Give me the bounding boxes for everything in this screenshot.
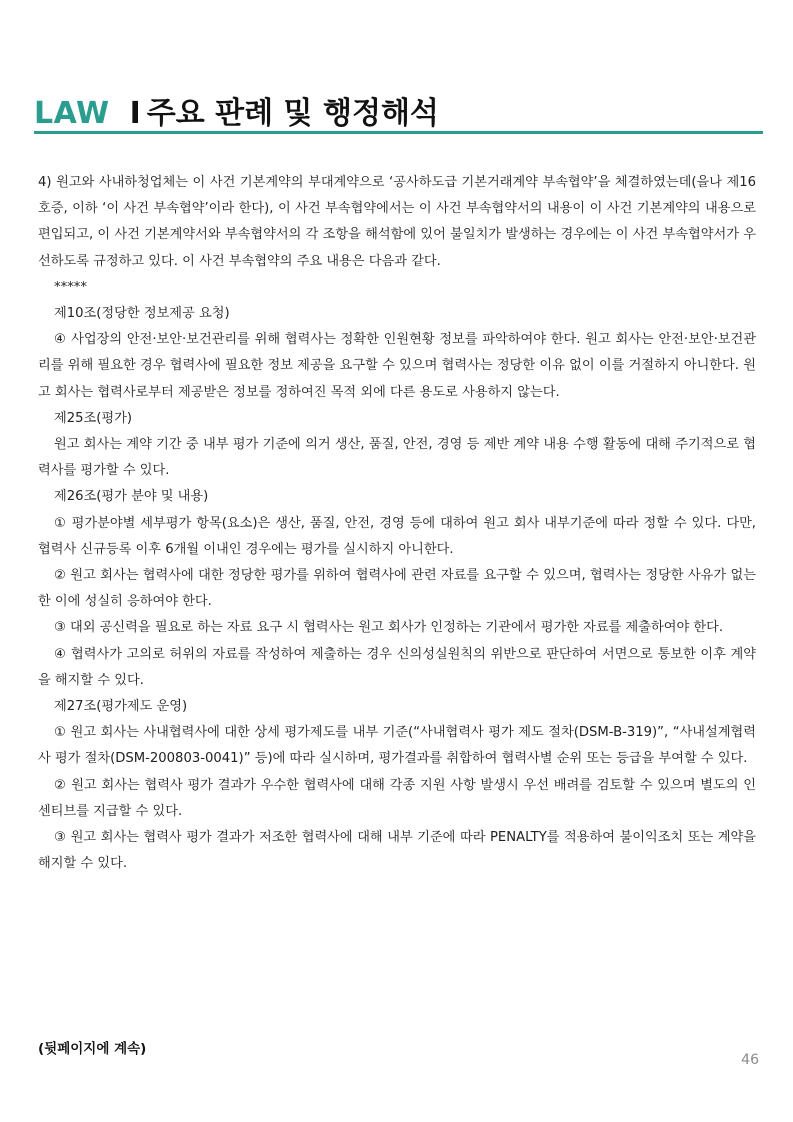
article-26-paragraph-2: ② 원고 회사는 협력사에 대한 정당한 평가를 위하여 협력사에 관련 자료를 요구할 수 있으며, 협력사는 정당한 사유가 없는 한 이에 성실히 응하여야 한다. xyxy=(38,568,756,610)
page-number: 46 xyxy=(741,1052,759,1068)
article-26-paragraph-3: ③ 대외 공신력을 필요로 하는 자료 요구 시 협력사는 원고 회사가 인정하는 기관에서 평가한 자료를 제출하여야 한다. xyxy=(54,620,724,636)
article-27-paragraph-1: ① 원고 회사는 사내협력사에 대한 상세 평가제도를 내부 기준(“사내협력사 평가 제도 절차(DSM-B-319)”, “사내설계협력사 평가 절차(DSM-200803-0041)” 등)에 따라 실시하며, 평가결과를 취합하여 협력사별 순위 또는 등급을 부여할 수 있다. xyxy=(38,725,756,767)
continued-note: (뒷페이지에 계속) xyxy=(38,1041,147,1057)
article-27-paragraph-2: ② 원고 회사는 협력사 평가 결과가 우수한 협력사에 대해 각종 지원 사항 발생시 우선 배려를 검토할 수 있으며 별도의 인센티브를 지급할 수 있다. xyxy=(38,777,756,819)
article-25-title: 제25조(평가) xyxy=(54,410,133,426)
article-27-title: 제27조(평가제도 운영) xyxy=(54,699,188,715)
header-rule xyxy=(34,131,763,134)
page-title: 주요 판례 및 행정해석 xyxy=(146,96,439,131)
article-25-text: 원고 회사는 계약 기간 중 내부 평가 기준에 의거 생산, 품질, 안전, 경영 등 제반 계약 내용 수행 활동에 대해 주기적으로 협력사를 평가할 수 있다. xyxy=(38,437,756,479)
section-brand: LAW xyxy=(34,96,110,131)
title-separator: I xyxy=(129,96,141,131)
page-header xyxy=(34,88,762,131)
article-26-paragraph-4: ④ 협력사가 고의로 허위의 자료를 작성하여 제출하는 경우 신의성실원칙의 위반으로 판단하여 서면으로 통보한 이후 계약을 해지할 수 있다. xyxy=(38,646,756,688)
title-row xyxy=(34,88,762,131)
article-27-paragraph-3: ③ 원고 회사는 협력사 평가 결과가 저조한 협력사에 대해 내부 기준에 따라 PENALTY를 적용하여 불이익조치 또는 계약을 해지할 수 있다. xyxy=(38,830,756,872)
article-10-paragraph-4: ④ 사업장의 안전·보안·보건관리를 위해 협력사는 정확한 인원현황 정보를 파악하여야 한다. 원고 회사는 안전·보안·보건관리를 위해 필요한 경우 협력사에 필요한 정보 제공을 요구할 수 있으며 협력사는 정당한 이유 없이 이를 거절하지 아니한다. 원고 회사는 협력사로부터 제공받은 정보를 정하여진 목적 외에 다른 용도로 사용하지 않는다. xyxy=(38,332,756,400)
intro-paragraph: 4) 원고와 사내하청업체는 이 사건 기본계약의 부대계약으로 ‘공사하도급 기본거래계약 부속협약’을 체결하였는데(을나 제16호증, 이하 ‘이 사건 부속협약’이라 한다), 이 사건 부속협약에서는 이 사건 부속협약서의 내용이 이 사건 기본계약의 내용으로 편입되고, 이 사건 기본계약서와 부속협약서의 각 조항을 해석함에 있어 불일치가 발생하는 경우에는 이 사건 부속협약서가 우선하도록 규정하고 있다. 이 사건 부속협약의 주요 내용은 다음과 같다. xyxy=(38,175,756,269)
article-10-title: 제10조(정당한 정보제공 요청) xyxy=(54,306,230,322)
document-body xyxy=(38,170,756,877)
separator-stars: ***** xyxy=(54,279,87,295)
article-26-paragraph-1: ① 평가분야별 세부평가 항목(요소)은 생산, 품질, 안전, 경영 등에 대하여 원고 회사 내부기준에 따라 정할 수 있다. 다만, 협력사 신규등록 이후 6개월 이내인 경우에는 평가를 실시하지 아니한다. xyxy=(38,515,756,557)
article-26-title: 제26조(평가 분야 및 내용) xyxy=(54,489,209,505)
